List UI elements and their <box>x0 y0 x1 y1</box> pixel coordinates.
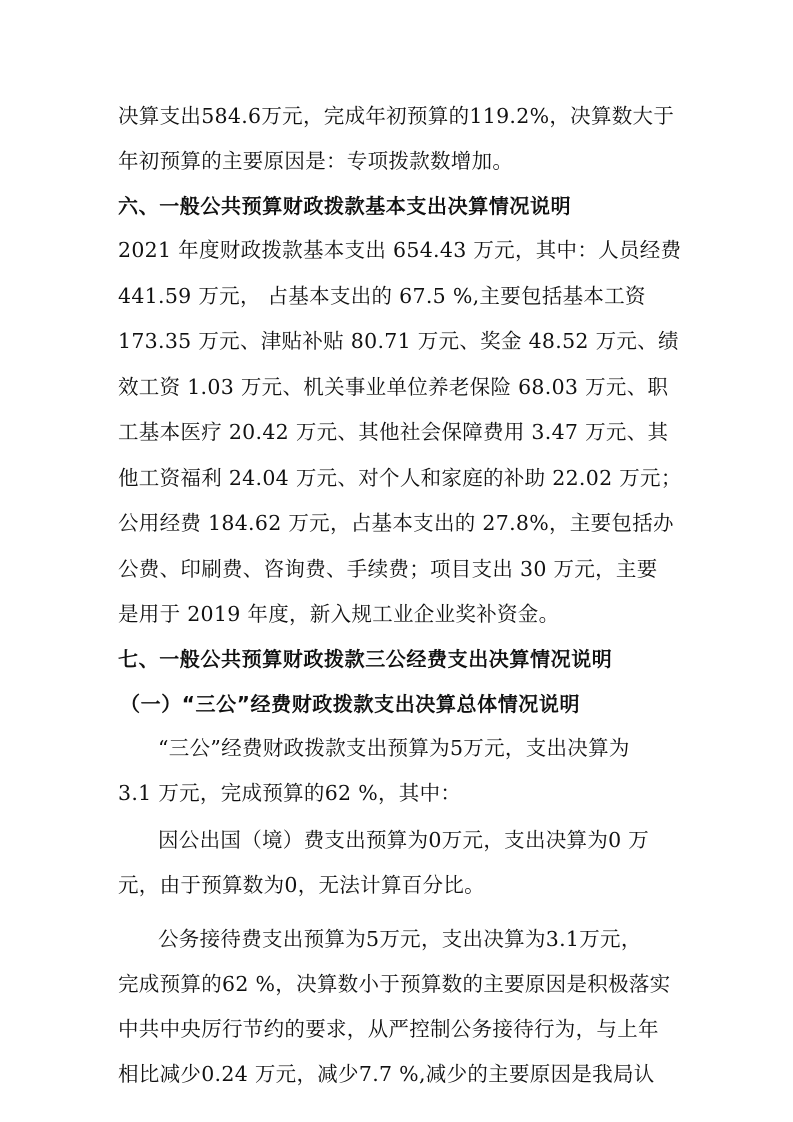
paragraph-line: 工基本医疗 20.42 万元、其他社会保障费用 3.47 万元、其 <box>118 420 669 444</box>
paragraph-line: 效工资 1.03 万元、机关事业单位养老保险 68.03 万元、职 <box>118 375 669 399</box>
section-heading-6: 六、一般公共预算财政拨款基本支出决算情况说明 <box>118 194 572 218</box>
paragraph-line: 元，由于预算数为0，无法计算百分比。 <box>118 873 485 897</box>
paragraph-line: 公费、印刷费、咨询费、手续费；项目支出 30 万元，主要 <box>118 557 658 581</box>
paragraph-line: 决算支出584.6万元，完成年初预算的119.2%，决算数大于 <box>118 104 675 128</box>
subsection-heading-7-1: （一）“三公”经费财政拨款支出决算总体情况说明 <box>120 692 581 716</box>
paragraph-line: 441.59 万元， 占基本支出的 67.5 %,主要包括基本工资 <box>118 284 646 308</box>
paragraph-line: 完成预算的62 %，决算数小于预算数的主要原因是积极落实 <box>118 972 671 996</box>
section-heading-7: 七、一般公共预算财政拨款三公经费支出决算情况说明 <box>118 647 613 671</box>
paragraph-line: 公务接待费支出预算为5万元，支出决算为3.1万元， <box>158 927 642 951</box>
paragraph-line: 是用于 2019 年度，新入规工业企业奖补资金。 <box>118 602 560 626</box>
paragraph-line: 他工资福利 24.04 万元、对个人和家庭的补助 22.02 万元； <box>118 466 682 490</box>
paragraph-line: 2021 年度财政拨款基本支出 654.43 万元，其中：人员经费 <box>118 238 682 262</box>
paragraph-line: 3.1 万元，完成预算的62 %，其中： <box>118 781 462 805</box>
paragraph-line: 因公出国（境）费支出预算为0万元，支出决算为0 万 <box>158 828 650 852</box>
paragraph-line: “三公”经费财政拨款支出预算为5万元，支出决算为 <box>158 736 630 760</box>
paragraph-line: 公用经费 184.62 万元，占基本支出的 27.8%，主要包括办 <box>118 511 674 535</box>
paragraph-line: 相比减少0.24 万元，减少7.7 %,减少的主要原因是我局认 <box>118 1062 655 1086</box>
paragraph-line: 中共中央厉行节约的要求，从严控制公务接待行为，与上年 <box>118 1017 659 1041</box>
paragraph-line: 173.35 万元、津贴补贴 80.71 万元、奖金 48.52 万元、绩 <box>118 329 679 353</box>
paragraph-line: 年初预算的主要原因是：专项拨款数增加。 <box>118 149 514 173</box>
